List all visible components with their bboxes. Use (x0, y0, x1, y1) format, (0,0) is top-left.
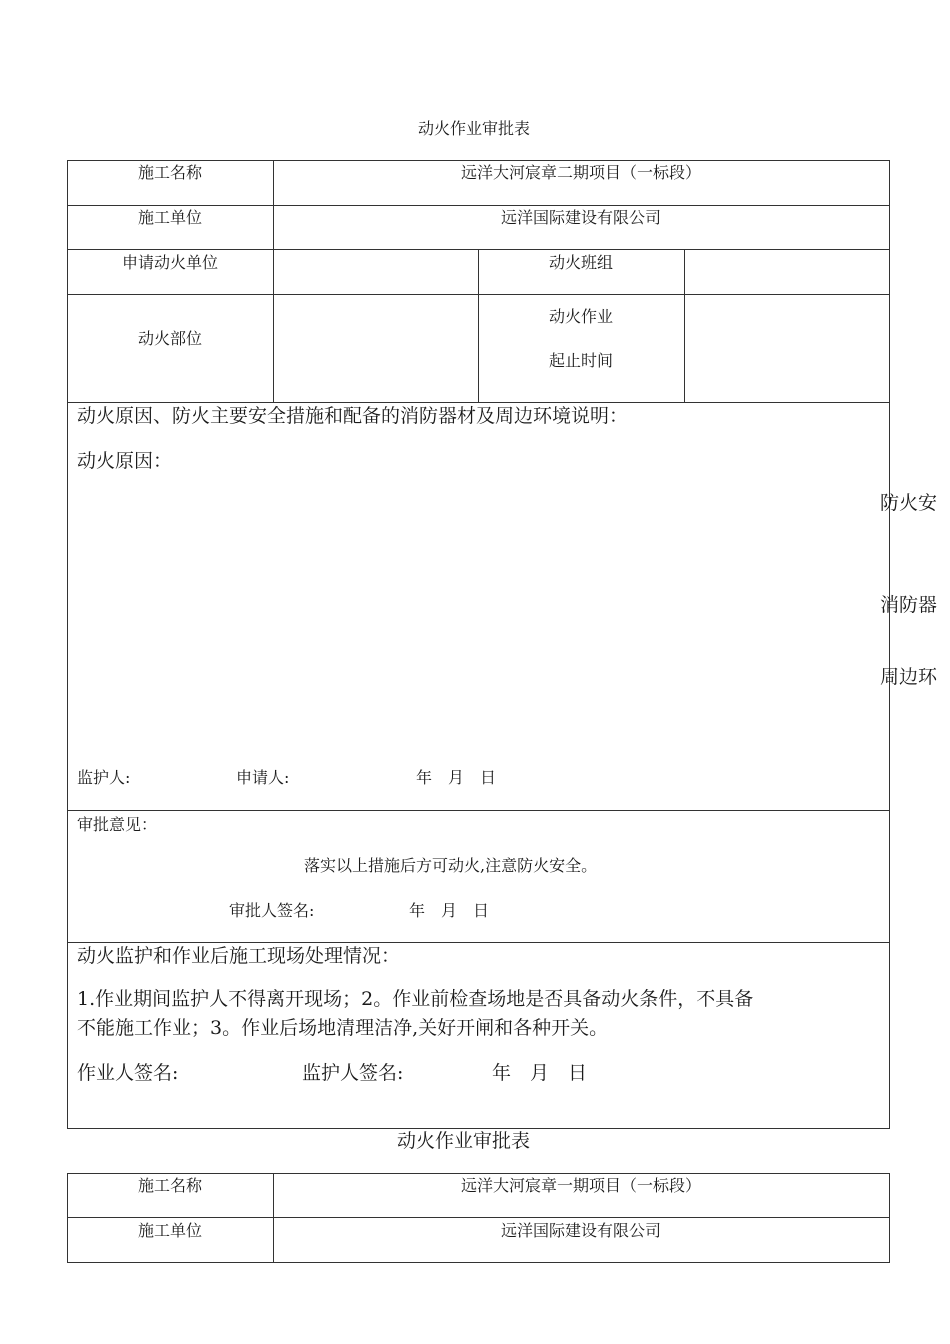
handling-text-line1: 1.作业期间监护人不得离开现场；2。作业前检查场地是否具备动火条件，不具备 (77, 988, 754, 1010)
label-fire-team: 动火班组 (548, 253, 613, 272)
table-row-divider (67, 1217, 889, 1218)
table-border-bottom (67, 1128, 889, 1129)
label-applicant-unit: 申请动火单位 (121, 253, 218, 272)
label-work-period-line1: 动火作业 (548, 307, 613, 326)
table-border-right (889, 160, 890, 1129)
label-fire-reason: 动火原因： (77, 450, 173, 472)
approval-text: 落实以上措施后方可动火,注意防火安全。 (304, 856, 598, 875)
label-contractor: 施工单位 (137, 208, 202, 227)
date-line-1: 年 月 日 (416, 768, 497, 787)
date-line-2: 年 月 日 (409, 901, 490, 920)
label-fire-location: 动火部位 (137, 329, 202, 348)
table-row-divider (67, 942, 889, 943)
label-applicant: 申请人: (236, 768, 290, 787)
label-approver-signature: 审批人签名: (229, 901, 315, 920)
table-border-right (889, 1173, 890, 1263)
overflow-text-environment: 周边环 (880, 666, 938, 688)
label-approval-opinion: 审批意见： (77, 815, 158, 834)
table-col-divider (273, 160, 274, 402)
label-contractor: 施工单位 (137, 1221, 202, 1240)
label-project-name: 施工名称 (137, 1176, 202, 1195)
table-border-left (67, 160, 68, 1129)
project-name-value: 远洋大河宸章二期项目（一标段） (460, 163, 701, 182)
overflow-text-safety: 防火安 (880, 492, 938, 514)
overflow-text-equipment: 消防器 (880, 594, 938, 616)
table-border-top (67, 160, 889, 161)
contractor-value: 远洋国际建设有限公司 (500, 208, 661, 227)
label-guardian: 监护人: (77, 768, 131, 787)
contractor-value: 远洋国际建设有限公司 (500, 1221, 661, 1240)
table-col-divider (684, 249, 685, 402)
table-row-divider (67, 402, 889, 403)
form-title: 动火作业审批表 (397, 1130, 531, 1152)
table-border-bottom (67, 1262, 889, 1263)
label-project-name: 施工名称 (137, 163, 202, 182)
table-row-divider (67, 205, 889, 206)
section-heading-handling: 动火监护和作业后施工现场处理情况： (77, 945, 401, 967)
handling-text-line2: 不能施工作业；3。作业后场地清理洁净,关好开闸和各种开关。 (77, 1017, 609, 1039)
label-work-period-line2: 起止时间 (548, 351, 613, 370)
section-heading-safety: 动火原因、防火主要安全措施和配备的消防器材及周边环境说明： (77, 405, 629, 427)
label-guardian-signature: 监护人签名: (302, 1062, 404, 1084)
table-border-top (67, 1173, 889, 1174)
table-col-divider (478, 249, 479, 402)
date-line-3: 年 月 日 (492, 1062, 588, 1084)
table-row-divider (67, 810, 889, 811)
form-title: 动火作业审批表 (418, 119, 531, 138)
label-worker-signature: 作业人签名: (77, 1062, 179, 1084)
project-name-value: 远洋大河宸章一期项目（一标段） (460, 1176, 701, 1195)
